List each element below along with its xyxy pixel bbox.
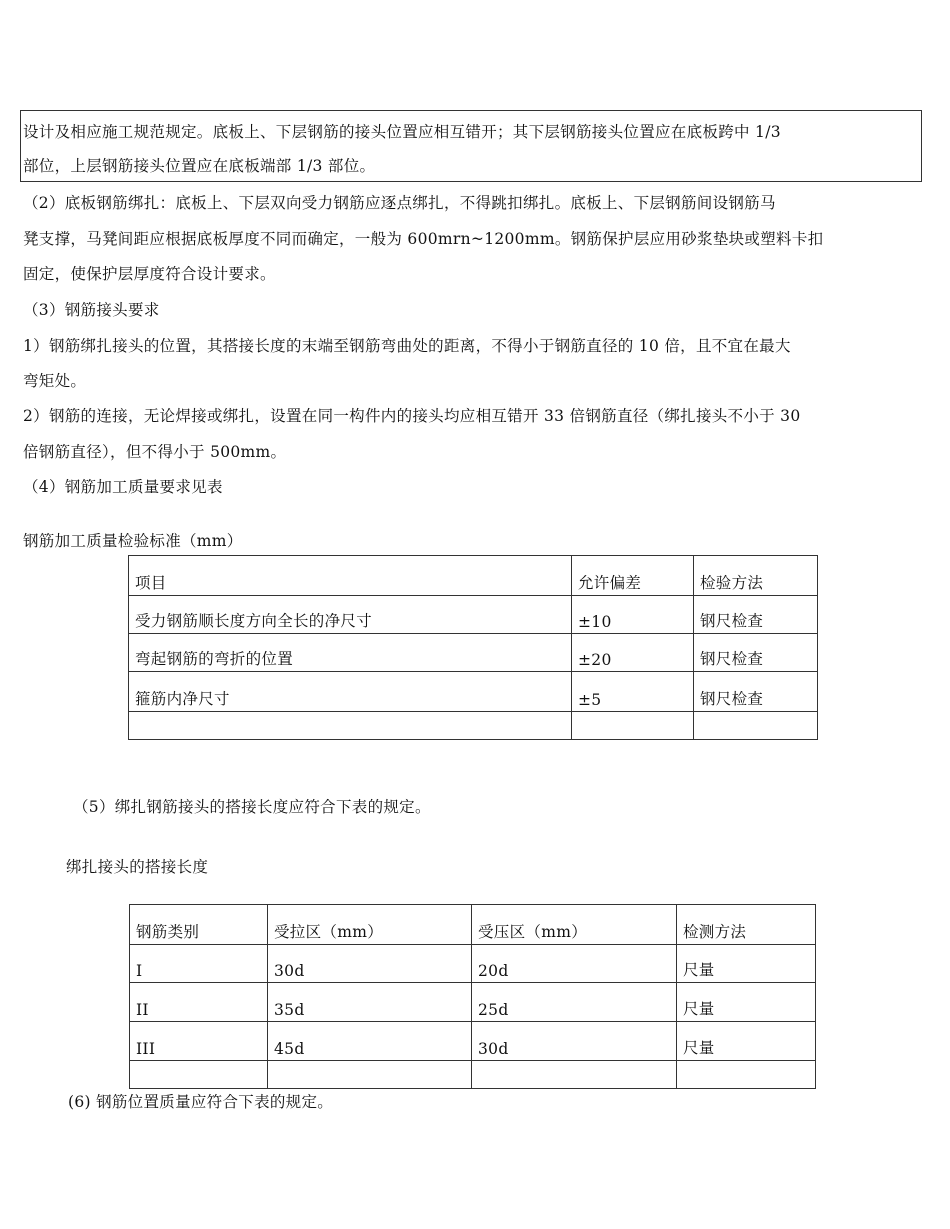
table-cell: 35d <box>268 983 472 1022</box>
table-header-cell: 受拉区（mm） <box>268 905 472 945</box>
table-cell: 尺量 <box>677 945 816 983</box>
table-cell: 45d <box>268 1022 472 1061</box>
table-header-cell: 检验方法 <box>694 556 818 596</box>
table-cell: 尺量 <box>677 983 816 1022</box>
section-6-heading: (6) 钢筋位置质量应符合下表的规定。 <box>68 1093 334 1111</box>
table-row <box>130 983 816 1022</box>
table-row <box>130 1061 816 1089</box>
table-cell <box>572 712 694 740</box>
table-cell: 钢尺检查 <box>694 672 818 712</box>
table-cell: 20d <box>472 945 677 983</box>
paragraph-2-line-2: 凳支撑，马凳间距应根据底板厚度不同而确定，一般为 600mrn~1200mm。钢筋保护层应用砂浆垫块或塑料卡扣 <box>23 230 824 248</box>
item-1-line-1: 1）钢筋绑扎接头的位置，其搭接长度的末端至钢筋弯曲处的距离，不得小于钢筋直径的 10 倍，且不宜在最大 <box>23 337 791 355</box>
table-cell: 30d <box>268 945 472 983</box>
table-header-cell: 项目 <box>129 556 572 596</box>
table-row <box>130 1022 816 1061</box>
table-header-row <box>129 556 818 596</box>
section-4-heading: （4）钢筋加工质量要求见表 <box>23 478 223 496</box>
table-cell: 受力钢筋顺长度方向全长的净尺寸 <box>129 596 572 634</box>
table-cell: I <box>130 945 268 983</box>
table-row <box>129 712 818 740</box>
table-header-cell: 允许偏差 <box>572 556 694 596</box>
paragraph-2-line-1: （2）底板钢筋绑扎：底板上、下层双向受力钢筋应逐点绑扎，不得跳扣绑扎。底板上、下层钢筋间设钢筋马 <box>23 194 776 212</box>
section-3-heading: （3）钢筋接头要求 <box>23 301 160 319</box>
table-header-row <box>130 905 816 945</box>
table-cell: III <box>130 1022 268 1061</box>
box-text-line-2: 部位，上层钢筋接头位置应在底板端部 1/3 部位。 <box>23 157 376 175</box>
table-row <box>129 672 818 712</box>
table-cell: 箍筋内净尺寸 <box>129 672 572 712</box>
table-cell: ±5 <box>572 672 694 712</box>
item-1-line-2: 弯矩处。 <box>23 372 87 390</box>
paragraph-2-line-3: 固定，使保护层厚度符合设计要求。 <box>23 265 276 283</box>
quality-standard-table <box>128 555 818 740</box>
lap-length-table <box>129 904 816 1089</box>
table-1-caption: 钢筋加工质量检验标准（mm） <box>23 532 243 550</box>
table-cell: 尺量 <box>677 1022 816 1061</box>
table-cell <box>268 1061 472 1089</box>
item-2-line-1: 2）钢筋的连接，无论焊接或绑扎，设置在同一构件内的接头均应相互错开 33 倍钢筋直径（绑扎接头不小于 30 <box>23 407 801 425</box>
table-header-cell: 检测方法 <box>677 905 816 945</box>
table-cell <box>694 712 818 740</box>
table-cell: ±10 <box>572 596 694 634</box>
table-cell: 钢尺检查 <box>694 596 818 634</box>
table-cell: 弯起钢筋的弯折的位置 <box>129 634 572 672</box>
table-row <box>129 634 818 672</box>
box-text-line-1: 设计及相应施工规范规定。底板上、下层钢筋的接头位置应相互错开；其下层钢筋接头位置应在底板跨中 1/3 <box>23 123 781 141</box>
table-2-caption: 绑扎接头的搭接长度 <box>66 858 209 876</box>
table-cell <box>472 1061 677 1089</box>
section-5-heading: （5）绑扎钢筋接头的搭接长度应符合下表的规定。 <box>73 798 431 816</box>
item-2-line-2: 倍钢筋直径），但不得小于 500mm。 <box>23 443 287 461</box>
table-cell: II <box>130 983 268 1022</box>
table-cell: 30d <box>472 1022 677 1061</box>
table-cell <box>677 1061 816 1089</box>
table-row <box>130 945 816 983</box>
table-cell <box>129 712 572 740</box>
table-cell: 25d <box>472 983 677 1022</box>
table-row <box>129 596 818 634</box>
table-cell: 钢尺检查 <box>694 634 818 672</box>
table-header-cell: 受压区（mm） <box>472 905 677 945</box>
table-cell: ±20 <box>572 634 694 672</box>
table-cell <box>130 1061 268 1089</box>
table-header-cell: 钢筋类别 <box>130 905 268 945</box>
